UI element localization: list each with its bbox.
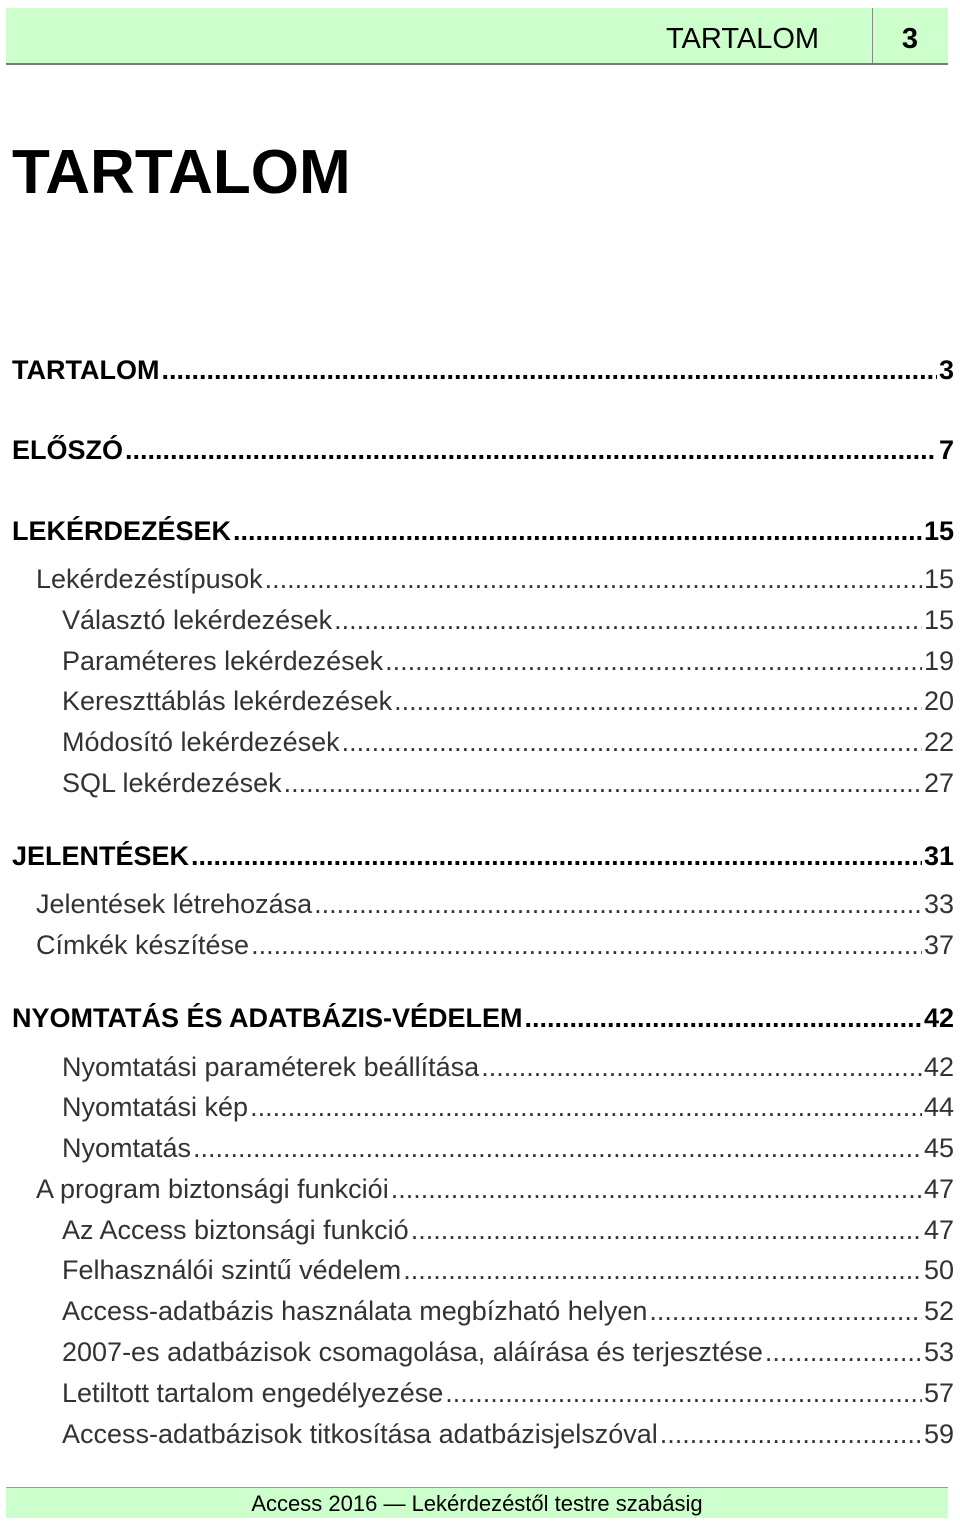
toc-entry[interactable]: [0, 1000, 954, 1036]
toc-dot-leader: [314, 886, 922, 922]
toc-entry-page: 53: [923, 1337, 954, 1367]
toc-dot-leader: [193, 1130, 922, 1166]
toc-dot-leader: [342, 724, 922, 760]
toc-entry-label: Nyomtatás: [62, 1133, 192, 1163]
toc-entry-label: Lekérdezéstípusok: [36, 564, 263, 594]
toc-dot-leader: [649, 1293, 922, 1329]
toc-entry-page: 15: [923, 605, 954, 635]
toc-entry-page: 59: [923, 1419, 954, 1449]
toc-entry-page: 3: [938, 355, 954, 385]
toc-dot-leader: [191, 838, 922, 874]
toc-entry-page: 27: [923, 768, 954, 798]
toc-entry[interactable]: [0, 886, 954, 922]
toc-dot-leader: [161, 352, 937, 388]
toc-entry-page: 15: [923, 564, 954, 594]
toc-dot-leader: [284, 765, 922, 801]
toc-dot-leader: [125, 432, 937, 468]
toc-entry-page: 42: [923, 1003, 954, 1033]
toc-dot-leader: [385, 643, 922, 679]
toc-entry[interactable]: [0, 352, 954, 388]
toc-entry-label: Access-adatbázisok titkosítása adatbázisjelszóval: [62, 1419, 658, 1449]
toc-dot-leader: [394, 683, 922, 719]
toc-entry-label: Kereszttáblás lekérdezések: [62, 686, 393, 716]
toc-entry[interactable]: [0, 1049, 954, 1085]
toc-entry-page: 22: [923, 727, 954, 757]
toc-entry[interactable]: [0, 765, 954, 801]
toc-entry-label: Címkék készítése: [36, 930, 250, 960]
toc-entry-label: Jelentések létrehozása: [36, 889, 313, 919]
toc-dot-leader: [525, 1000, 922, 1036]
toc-entry-label: Felhasználói szintű védelem: [62, 1255, 402, 1285]
toc-entry-label: Access-adatbázis használata megbízható helyen: [62, 1296, 648, 1326]
toc-dot-leader: [765, 1334, 922, 1370]
toc-entry[interactable]: [0, 838, 954, 874]
toc-dot-leader: [251, 927, 922, 963]
toc-entry-label: Az Access biztonsági funkció: [62, 1215, 409, 1245]
toc-dot-leader: [250, 1089, 922, 1125]
toc-entry-page: 33: [923, 889, 954, 919]
toc-entry-page: 45: [923, 1133, 954, 1163]
toc-entry-label: Nyomtatási kép: [62, 1092, 249, 1122]
toc-entry-page: 7: [938, 435, 954, 465]
toc-entry-page: 52: [923, 1296, 954, 1326]
toc-entry[interactable]: [0, 724, 954, 760]
toc-entry[interactable]: [0, 683, 954, 719]
toc-dot-leader: [265, 561, 922, 597]
toc-entry-label: TARTALOM: [12, 355, 160, 385]
toc-dot-leader: [411, 1212, 922, 1248]
toc-entry[interactable]: [0, 927, 954, 963]
toc-entry[interactable]: [0, 1334, 954, 1370]
toc-entry-label: LEKÉRDEZÉSEK: [12, 516, 232, 546]
toc-entry-page: 15: [923, 516, 954, 546]
toc-dot-leader: [334, 602, 922, 638]
toc-entry-page: 42: [923, 1052, 954, 1082]
toc-entry-label: SQL lekérdezések: [62, 768, 282, 798]
toc-entry-label: JELENTÉSEK: [12, 841, 190, 871]
toc-entry-page: 31: [923, 841, 954, 871]
toc-entry-label: Nyomtatási paraméterek beállítása: [62, 1052, 480, 1082]
running-header: [6, 8, 948, 65]
toc-entry[interactable]: [0, 643, 954, 679]
toc-entry[interactable]: [0, 1130, 954, 1166]
toc-entry[interactable]: [0, 1293, 954, 1329]
toc-entry-page: 37: [923, 930, 954, 960]
toc-dot-leader: [403, 1252, 922, 1288]
toc-entry[interactable]: [0, 1252, 954, 1288]
toc-entry-page: 19: [923, 646, 954, 676]
toc-entry[interactable]: [0, 561, 954, 597]
toc-entry-page: 50: [923, 1255, 954, 1285]
toc-dot-leader: [660, 1416, 922, 1452]
toc-entry[interactable]: [0, 1416, 954, 1452]
toc-entry[interactable]: [0, 432, 954, 468]
toc-dot-leader: [391, 1171, 922, 1207]
toc-entry-page: 20: [923, 686, 954, 716]
page-title: TARTALOM: [12, 138, 351, 207]
footer-text: Access 2016 — Lekérdezéstől testre szabásig: [251, 1491, 703, 1516]
toc-entry-label: Letiltott tartalom engedélyezése: [62, 1378, 444, 1408]
toc-dot-leader: [233, 513, 922, 549]
toc-entry[interactable]: [0, 1212, 954, 1248]
toc-dot-leader: [481, 1049, 922, 1085]
toc-entry-label: A program biztonsági funkciói: [36, 1174, 389, 1204]
toc-entry-label: Módosító lekérdezések: [62, 727, 340, 757]
toc-entry[interactable]: [0, 1089, 954, 1125]
running-footer: [6, 1487, 948, 1518]
toc-entry-label: Paraméteres lekérdezések: [62, 646, 384, 676]
toc-entry[interactable]: [0, 1171, 954, 1207]
toc-entry-page: 47: [923, 1174, 954, 1204]
toc-dot-leader: [445, 1375, 922, 1411]
toc-entry[interactable]: [0, 513, 954, 549]
toc-entry[interactable]: [0, 602, 954, 638]
header-title: TARTALOM: [666, 23, 820, 55]
header-page-number: 3: [901, 23, 919, 55]
toc-entry-label: NYOMTATÁS ÉS ADATBÁZIS-VÉDELEM: [12, 1003, 523, 1033]
toc-entry-label: Választó lekérdezések: [62, 605, 333, 635]
toc-entry-page: 57: [923, 1378, 954, 1408]
toc-entry-label: ELŐSZÓ: [12, 435, 124, 465]
toc-entry[interactable]: [0, 1375, 954, 1411]
toc-entry-page: 44: [923, 1092, 954, 1122]
toc-entry-label: 2007-es adatbázisok csomagolása, aláírása és terjesztése: [62, 1337, 763, 1367]
toc-entry-page: 47: [923, 1215, 954, 1245]
